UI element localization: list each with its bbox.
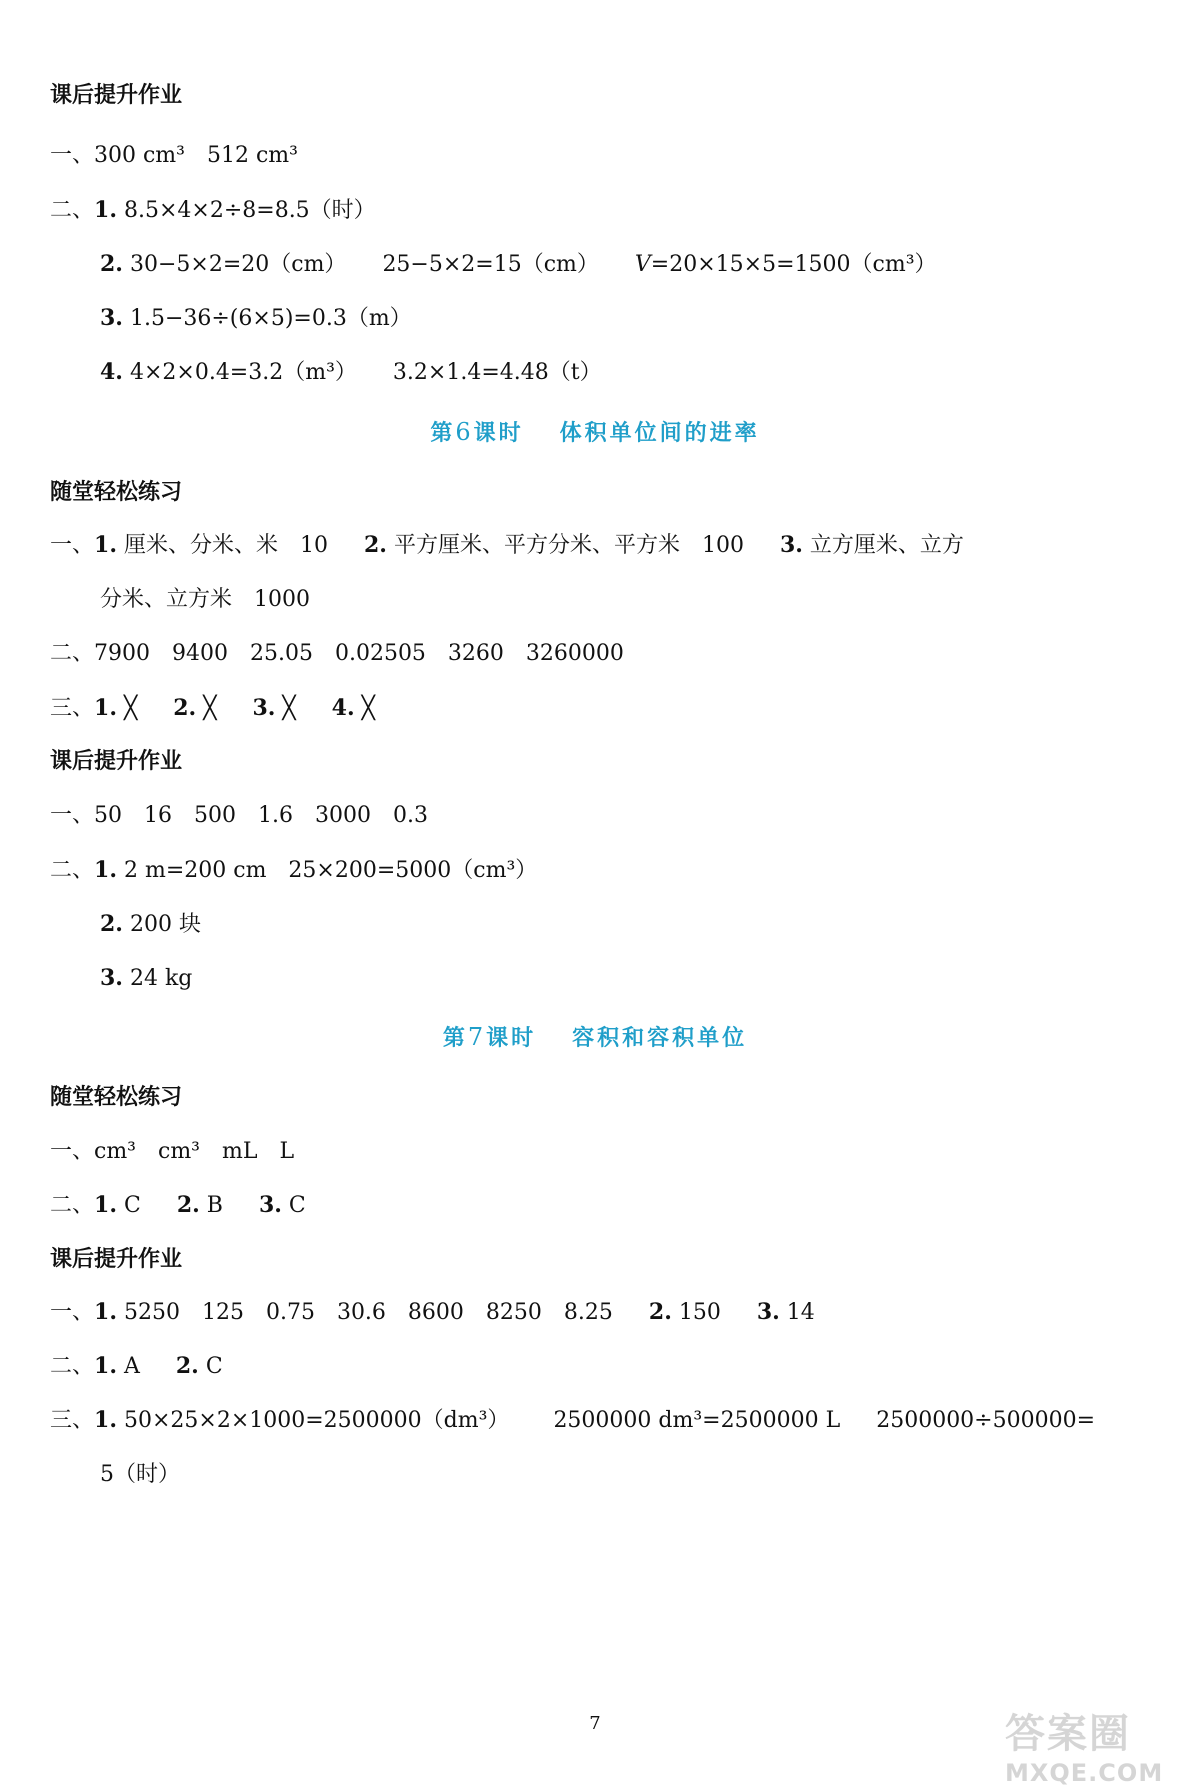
cross-mark: ╳ [354, 696, 375, 721]
answer-line [50, 1405, 1095, 1436]
answer-text: =20×15×5=1500（cm³） [650, 252, 937, 277]
answer-text: 14 [779, 1300, 815, 1325]
answer-line [50, 1190, 306, 1221]
answer-text: C [281, 1193, 306, 1218]
answer-text: 25−5×2=15（cm） [382, 252, 599, 277]
item-number: 1. [94, 857, 117, 883]
answer-line: 二、7900 9400 25.05 0.02505 3260 3260000 [50, 641, 624, 666]
item-number: 2. [648, 1299, 672, 1325]
item-number: 3. [100, 305, 123, 331]
lesson-heading [0, 1021, 1190, 1052]
answer-text: 8.5×4×2÷8=8.5（时） [116, 198, 376, 223]
item-number: 1. [94, 197, 117, 223]
item-prefix: 三、 [50, 1408, 95, 1433]
item-number: 2. [100, 251, 123, 277]
answer-text: 立方厘米、立方 [802, 533, 964, 558]
page-number: 7 [589, 1713, 601, 1734]
answer-text: 2500000÷500000= [876, 1408, 1096, 1433]
answer-line [100, 303, 412, 334]
answer-line: 一、cm³ cm³ mL L [50, 1139, 295, 1164]
answer-text: 厘米、分米、米 10 [116, 533, 328, 558]
answer-text: 50×25×2×1000=2500000（dm³） [116, 1408, 510, 1433]
item-number: 2. [176, 1192, 200, 1218]
answer-text: B [199, 1193, 223, 1218]
answer-line [100, 963, 192, 994]
section-header: 课后提升作业 [50, 749, 183, 774]
cross-mark: ╳ [275, 696, 296, 721]
answer-line [50, 530, 964, 561]
answer-text: C [198, 1354, 223, 1379]
lesson-suffix: 课时 [486, 1026, 537, 1051]
item-number: 1. [94, 532, 117, 558]
item-number: 3. [100, 965, 123, 991]
answer-line [100, 249, 937, 280]
cross-mark: ╳ [196, 696, 217, 721]
section-header: 随堂轻松练习 [50, 1085, 183, 1110]
answer-line: 一、50 16 500 1.6 3000 0.3 [50, 803, 428, 828]
answer-text: 200 块 [122, 912, 201, 937]
answer-line: 5（时） [100, 1462, 180, 1487]
item-prefix: 一、 [50, 1300, 95, 1325]
lesson-prefix: 第 [430, 421, 456, 446]
item-prefix: 二、 [50, 1193, 95, 1218]
answer-text: 4×2×0.4=3.2（m³） [122, 360, 357, 385]
item-number: 3. [258, 1192, 282, 1218]
item-prefix: 二、 [50, 1354, 95, 1379]
answer-line: 一、300 cm³ 512 cm³ [50, 143, 298, 168]
item-prefix: 一、 [50, 533, 95, 558]
answer-line [50, 1297, 815, 1328]
answer-line [50, 1351, 223, 1382]
answer-text: 30−5×2=20（cm） [122, 252, 347, 277]
item-prefix: 二、 [50, 858, 95, 883]
lesson-suffix: 课时 [473, 421, 524, 446]
cross-mark: ╳ [116, 696, 138, 721]
watermark-logo [1005, 1702, 1170, 1787]
answer-line [50, 693, 375, 724]
item-prefix: 三、 [50, 696, 95, 721]
item-number: 4. [331, 695, 355, 721]
answer-text: 150 [671, 1300, 721, 1325]
lesson-number: 7 [467, 1023, 487, 1051]
answer-text: A [116, 1354, 140, 1379]
answer-text: C [116, 1193, 141, 1218]
answer-line [50, 855, 537, 886]
section-header: 课后提升作业 [50, 83, 183, 108]
section-header: 随堂轻松练习 [50, 480, 183, 505]
variable-v: V [634, 252, 651, 277]
item-number: 2. [175, 1353, 199, 1379]
item-number: 2. [100, 911, 123, 937]
answer-text: 1.5−36÷(6×5)=0.3（m） [122, 306, 412, 331]
item-number: 3. [779, 532, 803, 558]
lesson-number: 6 [455, 418, 474, 446]
answer-line [100, 909, 201, 940]
item-number: 2. [173, 695, 197, 721]
section-header: 课后提升作业 [50, 1247, 183, 1272]
item-number: 2. [363, 532, 387, 558]
watermark-text: 答案圈 [1005, 1711, 1131, 1757]
lesson-title: 体积单位间的进率 [559, 421, 760, 446]
answer-line: 分米、立方米 1000 [100, 587, 310, 612]
watermark-url: MXQE.COM [1005, 1759, 1164, 1787]
answer-text: 平方厘米、平方分米、平方米 100 [386, 533, 744, 558]
item-number: 4. [100, 359, 123, 385]
item-number: 1. [94, 1353, 117, 1379]
lesson-prefix: 第 [442, 1026, 468, 1051]
item-prefix: 二、 [50, 198, 95, 223]
item-number: 1. [94, 1407, 117, 1433]
item-number: 3. [756, 1299, 780, 1325]
lesson-heading [0, 416, 1190, 447]
answer-text: 24 kg [122, 966, 193, 991]
answer-line [50, 195, 376, 226]
lesson-title: 容积和容积单位 [572, 1026, 748, 1051]
item-number: 1. [94, 1299, 117, 1325]
answer-text: 2 m=200 cm 25×200=5000（cm³） [116, 858, 538, 883]
item-number: 3. [252, 695, 276, 721]
item-number: 1. [94, 695, 117, 721]
item-number: 1. [94, 1192, 117, 1218]
answer-text: 5250 125 0.75 30.6 8600 8250 8.25 [116, 1300, 613, 1325]
answer-line [100, 357, 602, 388]
answer-text: 2500000 dm³=2500000 L [553, 1408, 841, 1433]
answer-text: 3.2×1.4=4.48（t） [392, 360, 602, 385]
